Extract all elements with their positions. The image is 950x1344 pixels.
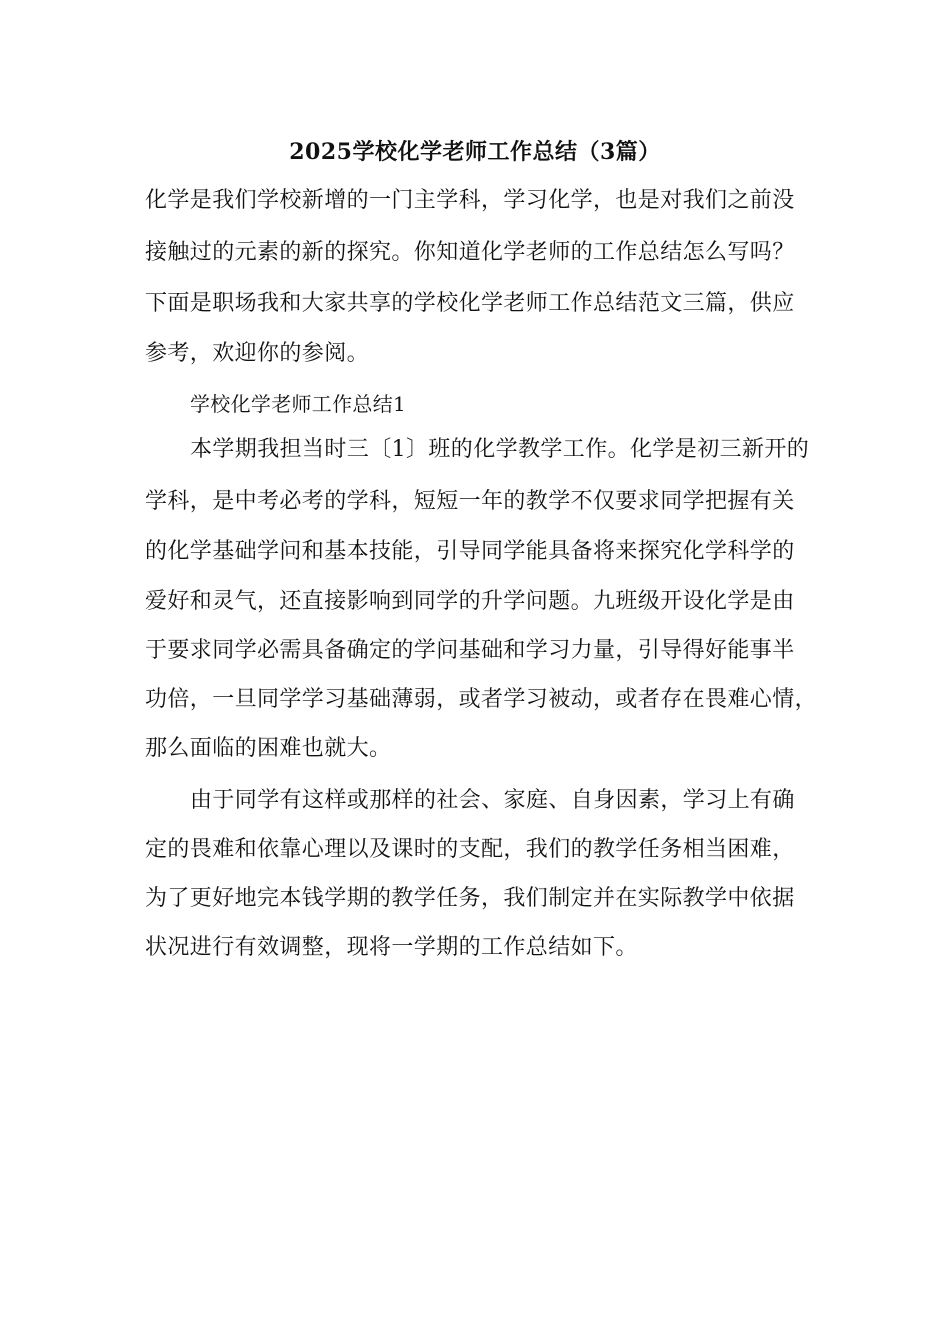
paragraph-line: 状况进行有效调整，现将一学期的工作总结如下。: [145, 935, 638, 960]
paragraph-line: 学科，是中考必考的学科，短短一年的教学不仅要求同学把握有关: [145, 489, 795, 514]
paragraph-line: 由于同学有这样或那样的社会、家庭、自身因素，学习上有确: [190, 788, 795, 813]
intro-line: 参考，欢迎你的参阅。: [145, 341, 370, 366]
intro-line: 化学是我们学校新增的一门主学科，学习化学，也是对我们之前没: [145, 188, 795, 213]
paragraph-line: 的化学基础学问和基本技能，引导同学能具备将来探究化学科学的: [145, 539, 795, 564]
section-heading: 学校化学老师工作总结1: [190, 392, 407, 416]
document-title: 2025学校化学老师工作总结（3篇）: [289, 139, 661, 165]
paragraph-line: 功倍，一旦同学学习基础薄弱，或者学习被动，或者存在畏难心情，: [145, 687, 818, 712]
paragraph-line: 为了更好地完本钱学期的教学任务，我们制定并在实际教学中依据: [145, 886, 795, 911]
paragraph-line: 本学期我担当时三〔1〕班的化学教学工作。化学是初三新开的: [190, 437, 810, 462]
paragraph-line: 定的畏难和依靠心理以及课时的支配，我们的教学任务相当困难，: [145, 837, 795, 862]
intro-line: 下面是职场我和大家共享的学校化学老师工作总结范文三篇，供应: [145, 291, 795, 316]
paragraph-line: 那么面临的困难也就大。: [145, 736, 392, 761]
paragraph-line: 爱好和灵气，还直接影响到同学的升学问题。九班级开设化学是由: [145, 589, 795, 614]
paragraph-line: 于要求同学必需具备确定的学问基础和学习力量，引导得好能事半: [145, 638, 795, 663]
intro-line: 接触过的元素的新的探究。你知道化学老师的工作总结怎么写吗？: [145, 240, 795, 265]
